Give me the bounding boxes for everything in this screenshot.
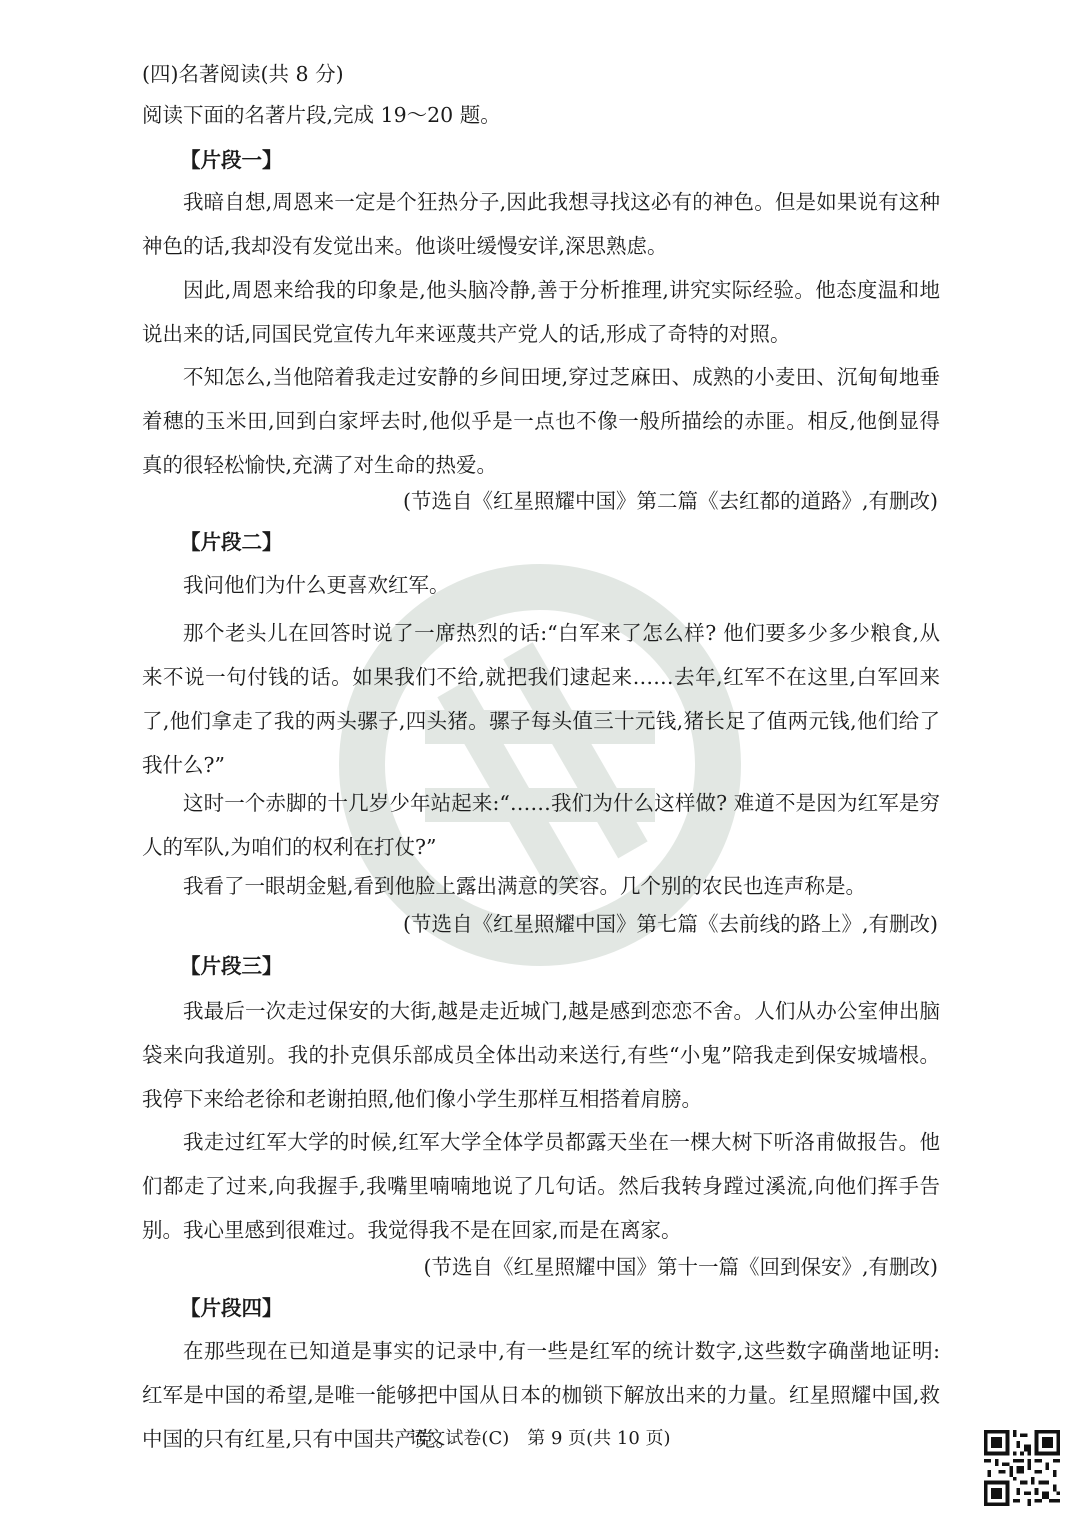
fragment-1-label: 【片段一】: [180, 148, 283, 172]
fragment-2-source: (节选自《红星照耀中国》第七篇《去前线的路上》,有删改): [402, 912, 938, 936]
fragment-3-label: 【片段三】: [180, 954, 283, 978]
fragment-2-paragraph-3: 这时一个赤脚的十几岁少年站起来:“……我们为什么这样做? 难道不是因为红军是穷人的军队,为咱们的权利在打仗?”: [142, 791, 940, 859]
qr-code-icon: [984, 1430, 1060, 1506]
fragment-2-label: 【片段二】: [180, 530, 283, 554]
section-title: (四)名著阅读(共 8 分): [142, 62, 344, 86]
fragment-4-label: 【片段四】: [180, 1296, 283, 1320]
fragment-1-source: (节选自《红星照耀中国》第二篇《去红都的道路》,有删改): [402, 489, 938, 513]
fragment-1-paragraph-3: 不知怎么,当他陪着我走过安静的乡间田埂,穿过芝麻田、成熟的小麦田、沉甸甸地垂着穗的玉米田,回到白家坪去时,他似乎是一点也不像一般所描绘的赤匪。相反,他倒显得真的很轻松愉快,充满了对生命的热爱。: [142, 365, 940, 477]
fragment-4-paragraph-1: 在那些现在已知道是事实的记录中,有一些是红军的统计数字,这些数字确凿地证明:红军是中国的希望,是唯一能够把中国从日本的枷锁下解放出来的力量。红星照耀中国,救中国的只有红星,只有中国共产党。: [142, 1339, 940, 1451]
fragment-1-paragraph-1: 我暗自想,周恩来一定是个狂热分子,因此我想寻找这必有的神色。但是如果说有这种神色的话,我却没有发觉出来。他谈吐缓慢安详,深思熟虑。: [142, 190, 940, 258]
fragment-2-paragraph-2: 那个老头儿在回答时说了一席热烈的话:“白军来了怎么样? 他们要多少多少粮食,从来不说一句付钱的话。如果我们不给,就把我们逮起来……去年,红军不在这里,白军回来了,他们拿走了我的两头骡子,四头猪。骡子每头值三十元钱,猪长足了值两元钱,他们给了我什么?”: [142, 621, 940, 777]
fragment-3-source: (节选自《红星照耀中国》第十一篇《回到保安》,有删改): [423, 1255, 938, 1279]
fragment-1-paragraph-2: 因此,周恩来给我的印象是,他头脑冷静,善于分析推理,讲究实际经验。他态度温和地说出来的话,同国民党宣传九年来诬蔑共产党人的话,形成了奇特的对照。: [142, 278, 940, 346]
fragment-2-paragraph-1: 我问他们为什么更喜欢红军。: [183, 573, 450, 597]
fragment-3-paragraph-2: 我走过红军大学的时候,红军大学全体学员都露天坐在一棵大树下听洛甫做报告。他们都走了过来,向我握手,我嘴里喃喃地说了几句话。然后我转身蹚过溪流,向他们挥手告别。我心里感到很难过。我觉得我不是在回家,而是在离家。: [142, 1130, 940, 1242]
fragment-3-paragraph-1: 我最后一次走过保安的大街,越是走近城门,越是感到恋恋不舍。人们从办公室伸出脑袋来向我道别。我的扑克俱乐部成员全体出动来送行,有些“小鬼”陪我走到保安城墙根。我停下来给老徐和老谢拍照,他们像小学生那样互相搭着肩膀。: [142, 999, 940, 1111]
instruction-text: 阅读下面的名著片段,完成 19～20 题。: [142, 103, 501, 127]
page-footer: 语文试卷(C) 第 9 页(共 10 页): [409, 1428, 671, 1449]
fragment-2-paragraph-4: 我看了一眼胡金魁,看到他脸上露出满意的笑容。几个别的农民也连声称是。: [183, 874, 867, 898]
